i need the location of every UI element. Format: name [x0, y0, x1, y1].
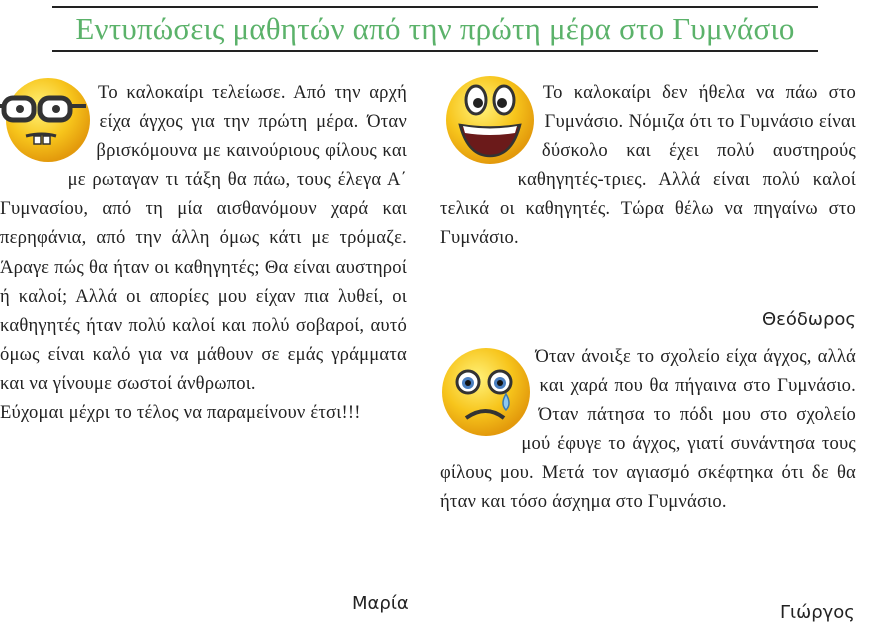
left-paragraph-2: Εύχομαι μέχρι το τέλος να παραμείνουν έτσι!!! — [0, 402, 361, 424]
left-paragraph-1: Το καλοκαίρι τελείωσε. Από την αρχή είχα άγχος για την πρώτη μέρα. Όταν βρισκόμουνα με καινούριους φίλους και με ρωταγαν τι τάξη θα πάω, τους έλεγα Α΄ Γυμνασίου, από τη μία αισθανόμουν χαρά και περηφάνια, από την άλλη όμως κάτι με τρόμαζε. Άραγε πώς θα ήταν οι καθηγητές; Θα είναι αυστηροί ή καλοί; Αλλά οι απορίες μου είχαν πια λυθεί, οι καθηγητές ήταν πολύ καλοί και πολύ σοβαροί, αυτό όμως είναι καλό για να μάθουν σε εμάς γράμματα και να γίνουμε σωστοί άνθρωποι. — [0, 82, 407, 394]
left-column — [0, 70, 407, 427]
laughing-smiley-icon — [440, 70, 540, 170]
left-author: Μαρία — [352, 593, 409, 614]
title-bar — [52, 6, 818, 52]
crying-smiley-icon — [436, 342, 534, 440]
right-top-author: Θεόδωρος — [762, 309, 856, 330]
right-top-paragraph: Το καλοκαίρι δεν ήθελα να πάω στο Γυμνάσιο. Νόμιζα ότι το Γυμνάσιο είναι δύσκολο και έχει πολύ αυστηρούς καθηγητές-τριες. Αλλά είναι πολύ καλοί τελικά οι καθηγητές. Τώρα θέλω να πηγαίνω στο Γυμνάσιο. — [440, 82, 856, 249]
right-bottom-paragraph: Όταν άνοιξε το σχολείο είχα άγχος, αλλά και χαρά που θα πήγαινα στο Γυμνάσιο. Όταν πάτησα το πόδι μου στο σχολείο μού έφυγε το άγχος, γιατί συνάντησα τους φίλους μου. Μετά τον αγιασμό σκέφτηκα ότι δε θα ήταν και τόσο άσχημα στο Γυμνάσιο. — [440, 346, 856, 513]
page-title: Εντυπώσεις μαθητών από την πρώτη μέρα στο Γυμνάσιο — [75, 11, 795, 46]
nerd-smiley-icon — [0, 70, 94, 168]
right-bottom-column — [440, 342, 856, 517]
right-bottom-author: Γιώργος — [780, 602, 855, 623]
right-top-column — [440, 70, 856, 253]
